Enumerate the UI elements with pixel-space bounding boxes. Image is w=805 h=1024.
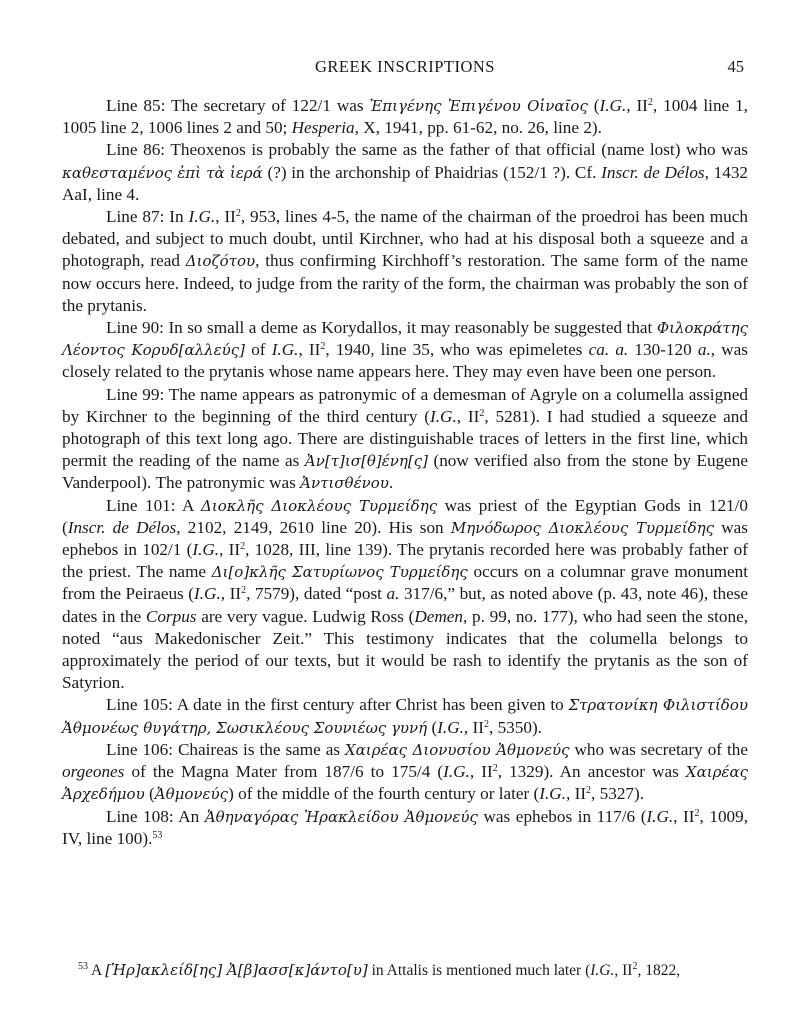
note-line-85: Line 85: The secretary of 122/1 was Ἐπιγένης Ἐπιγένου Οἰναῖος (I.G., $II^2$, 1004 line 1, 1005 line 2, 1006 lines 2 and 50; Hesperia, X, 1941, pp. 61-62, no. 26, line 2).	[62, 96, 748, 138]
greek-text: Ἐπιγένης Ἐπιγένου Οἰναῖος	[369, 97, 588, 115]
greek-text: Χαιρέας Ἀρχεδήμου	[62, 763, 748, 804]
line-label: Line 106:	[106, 739, 174, 759]
running-head	[62, 56, 748, 80]
note-line-101: Line 101: A Διοκλῆς Διοκλέους Τυρμείδης was priest of the Egyptian Gods in 121/0 (Inscr. de Délos, 2102, 2149, 2610 line 20). His son Μηνόδωρος Διοκλέους Τυρμείδης was ephebos in 102/1 (I.G., $II^2$, 1028, III, line 139). The prytanis recorded here was probably father of the priest. The name Δι[ο]κλῆς Σατυρίωνος Τυρμείδης occurs on a columnar grave monument from the Peiraeus (I.G., $II^2$, 7579), dated “post a. 317/6,” but, as noted above (p. 43, note 46), these dates in the Corpus are very vague. Ludwig Ross (Demen, p. 99, no. 177), who had seen the stone, noted “aus Makedonischer Zeit.” This testimony indicates that the columella belongs to approximately the period of our texts, but it would be rash to identify the prytanis as the son of Satyrion.	[62, 495, 749, 693]
footnote-number: 53	[78, 960, 88, 972]
greek-text: Δι[ο]κλῆς Σατυρίωνος Τυρμείδης	[211, 563, 468, 582]
greek-text: Χαιρέας Διονυσίου Ἀθμονεύς	[345, 740, 570, 759]
note-line-108: Line 108: An Ἀθηναγόρας Ἡρακλείδου Ἀθμονεύς was ephebos in 117/6 (I.G., $II^2$, 1009, IV, line 100).$^{53}$	[62, 806, 749, 848]
line-label: Line 101:	[106, 495, 176, 515]
page	[62, 0, 748, 1024]
body-text	[62, 95, 748, 850]
line-label: Line 86:	[106, 140, 166, 160]
footnote-53: $^{53}$ A [Ἡρ]ακλείδ[ης] Ἀ[β]ασσ[κ]άντο[υ] in Attalis is mentioned much later (I.G., $II^2$, 1822,	[78, 960, 681, 979]
page-number: 45	[727, 57, 744, 76]
note-line-87: Line 87: In I.G., $II^2$, 953, lines 4-5, the name of the chairman of the proedroi has been much debated, and subject to much doubt, until Kirchner, who had at his disposal both a squeeze and a photograph, read Διοζότου, thus confirming Kirchhoff’s restoration. The same form of the name now occurs here. Indeed, to judge from the rarity of the form, the chairman was probably the son of the prytanis.	[62, 207, 749, 315]
greek-text: [Ἡρ]ακλείδ[ης] Ἀ[β]ασσ[κ]άντο[υ]	[105, 960, 368, 979]
greek-text: Διοζότου	[185, 252, 256, 271]
line-label: Line 108:	[106, 806, 174, 826]
line-label: Line 85:	[106, 96, 166, 115]
greek-text: Στρατονίκη Φιλιστίδου Ἀθμονέως θυγάτηρ, Σωσικλέους Σουνιέως γυνή	[62, 696, 748, 737]
greek-text: καθεσταμένος ἐπὶ τὰ ἱερά	[62, 163, 263, 182]
greek-text: Ἀθμονεύς	[154, 785, 229, 804]
note-line-99: Line 99: The name appears as patronymic of a demesman of Agryle on a columella assigned by Kirchner to the beginning of the third century (I.G., $II^2$, 5281). I had studied a squeeze and photograph of this text long ago. There are distinguishable traces of letters in the first line, which permit the reading of the name as Ἀν[τ]ισ[θ]ένη[ς] (now verified also from the stone by Eugene Vanderpool). The patronymic was Ἀντισθένου.	[62, 384, 748, 493]
line-label: Line 87:	[106, 207, 165, 227]
greek-text: Μηνόδωρος Διοκλέους Τυρμείδης	[450, 518, 715, 537]
greek-text: Φιλοκράτης Λέοντος Κορυδ[αλλεύς]	[62, 319, 748, 360]
line-label: Line 90:	[106, 318, 164, 338]
note-line-106: Line 106: Chaireas is the same as Χαιρέας Διονυσίου Ἀθμονεύς who was secretary of the orgeones of the Magna Mater from 187/6 to 175/4 (I.G., $II^2$, 1329). An ancestor was Χαιρέας Ἀρχεδήμου (Ἀθμονεύς) of the middle of the fourth century or later (I.G., $II^2$, 5327).	[62, 739, 748, 804]
note-line-105: Line 105: A date in the first century after Christ has been given to Στρατονίκη Φιλιστίδου Ἀθμονέως θυγάτηρ, Σωσικλέους Σουνιέως γυνή (I.G., $II^2$, 5350).	[62, 695, 748, 737]
note-line-90: Line 90: In so small a deme as Korydallos, it may reasonably be suggested that Φιλοκράτης Λέοντος Κορυδ[αλλεύς] of I.G., $II^2$, 1940, line 35, who was epimeletes ca. a. 130-120 a., was closely related to the prytanis whose name appears here. They may even have been one person.	[62, 318, 748, 382]
note-line-86: Line 86: Theoxenos is probably the same as the father of that official (name lost) who was καθεσταμένος ἐπὶ τὰ ἱερά (?) in the archonship of Phaidrias (152/1 ?). Cf. Inscr. de Délos, 1432 AaI, line 4.	[62, 140, 749, 204]
greek-text: Ἀν[τ]ισ[θ]ένη[ς]	[304, 452, 428, 471]
line-label: Line 105:	[106, 695, 173, 715]
running-title: GREEK INSCRIPTIONS	[315, 57, 495, 76]
footnote-ref: 53	[152, 829, 163, 841]
greek-text: Ἀθηναγόρας Ἡρακλείδου Ἀθμονεύς	[204, 807, 478, 826]
greek-text: Ἀντισθένου	[300, 474, 389, 493]
line-label: Line 99:	[106, 384, 165, 404]
greek-text: Διοκλῆς Διοκλέους Τυρμείδης	[201, 496, 438, 515]
